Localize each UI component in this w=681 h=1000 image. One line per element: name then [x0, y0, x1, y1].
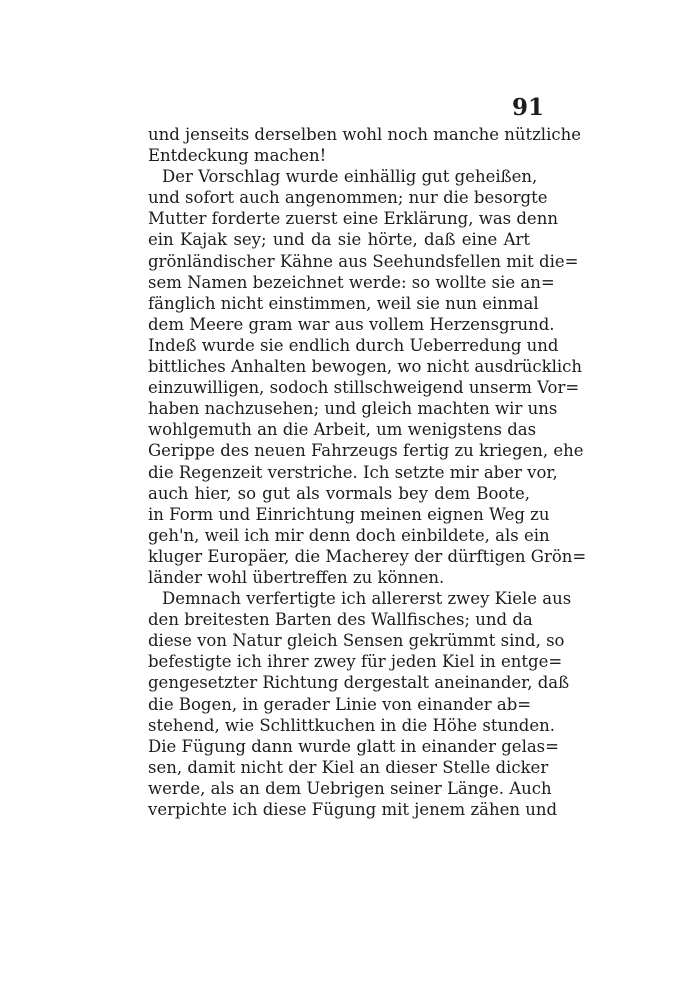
text-line: die Bogen, in gerader Linie von einander ab= — [148, 694, 532, 714]
text-line: den breitesten Barten des Wallfisches; und da — [148, 610, 533, 630]
text-line: werde, als an dem Uebrigen seiner Länge. Auch — [148, 778, 552, 798]
text-line: länder wohl übertreffen zu können. — [148, 567, 445, 587]
text-line: einzuwilligen, sodoch stillschweigend unserm Vor= — [148, 378, 580, 398]
text-line: grönländischer Kähne aus Seehundsfellen mit die= — [148, 251, 579, 271]
text-line: gengesetzter Richtung dergestalt aneinander, daß — [148, 673, 570, 693]
text-line: kluger Europäer, die Macherey der dürftigen Grön= — [148, 546, 587, 566]
text-line: fänglich nicht einstimmen, weil sie nun einmal — [148, 293, 539, 313]
text-line: Gerippe des neuen Fahrzeugs fertig zu kriegen, ehe — [148, 441, 584, 461]
text-line: sem Namen bezeichnet werde: so wollte sie an= — [148, 272, 555, 292]
page-number: 91 — [511, 94, 544, 121]
text-line: und sofort auch angenommen; nur die besorgte — [148, 188, 548, 208]
text-line: Mutter forderte zuerst eine Erklärung, was denn — [148, 209, 558, 229]
text-line: Indeß wurde sie endlich durch Ueberredung und — [148, 335, 559, 355]
text-line: Die Fügung dann wurde glatt in einander gelas= — [148, 736, 559, 756]
paragraph — [148, 588, 572, 820]
text-line: wohlgemuth an die Arbeit, um wenigstens das — [148, 420, 537, 440]
text-line: dem Meere gram war aus vollem Herzensgrund. — [148, 314, 555, 334]
text-line: haben nachzusehen; und gleich machten wir uns — [148, 399, 558, 419]
text-line: verpichte ich diese Fügung mit jenem zähen und — [148, 800, 558, 819]
text-line: die Regenzeit verstriche. Ich setzte mir aber vor, — [148, 462, 558, 482]
text-line: Entdeckung machen! — [148, 146, 327, 166]
text-line: geh'n, weil ich mir denn doch einbildete, als ein — [148, 525, 550, 545]
text-line: und jenseits derselben wohl noch manche nützliche — [148, 125, 581, 144]
text-line: ein Kajak sey; und da sie hörte, daß eine Art — [148, 230, 530, 250]
text-line: Demnach verfertigte ich allererst zwey Kiele aus — [162, 589, 572, 609]
paragraph — [148, 124, 581, 166]
text-line: befestigte ich ihrer zwey für jeden Kiel in entge= — [148, 652, 563, 672]
paragraph — [148, 166, 587, 588]
text-line: auch hier, so gut als vormals bey dem Boote, — [148, 483, 530, 503]
text-line: in Form und Einrichtung meinen eignen Weg zu — [148, 504, 550, 524]
text-line: sen, damit nicht der Kiel an dieser Stelle dicker — [148, 757, 549, 777]
text-line: stehend, wie Schlittkuchen in die Höhe stunden. — [148, 715, 555, 735]
text-line: Der Vorschlag wurde einhällig gut geheißen, — [162, 167, 538, 187]
text-line: bittliches Anhalten bewogen, wo nicht ausdrücklich — [148, 357, 582, 377]
text-line: diese von Natur gleich Sensen gekrümmt sind, so — [148, 631, 565, 651]
body-text — [148, 124, 587, 820]
